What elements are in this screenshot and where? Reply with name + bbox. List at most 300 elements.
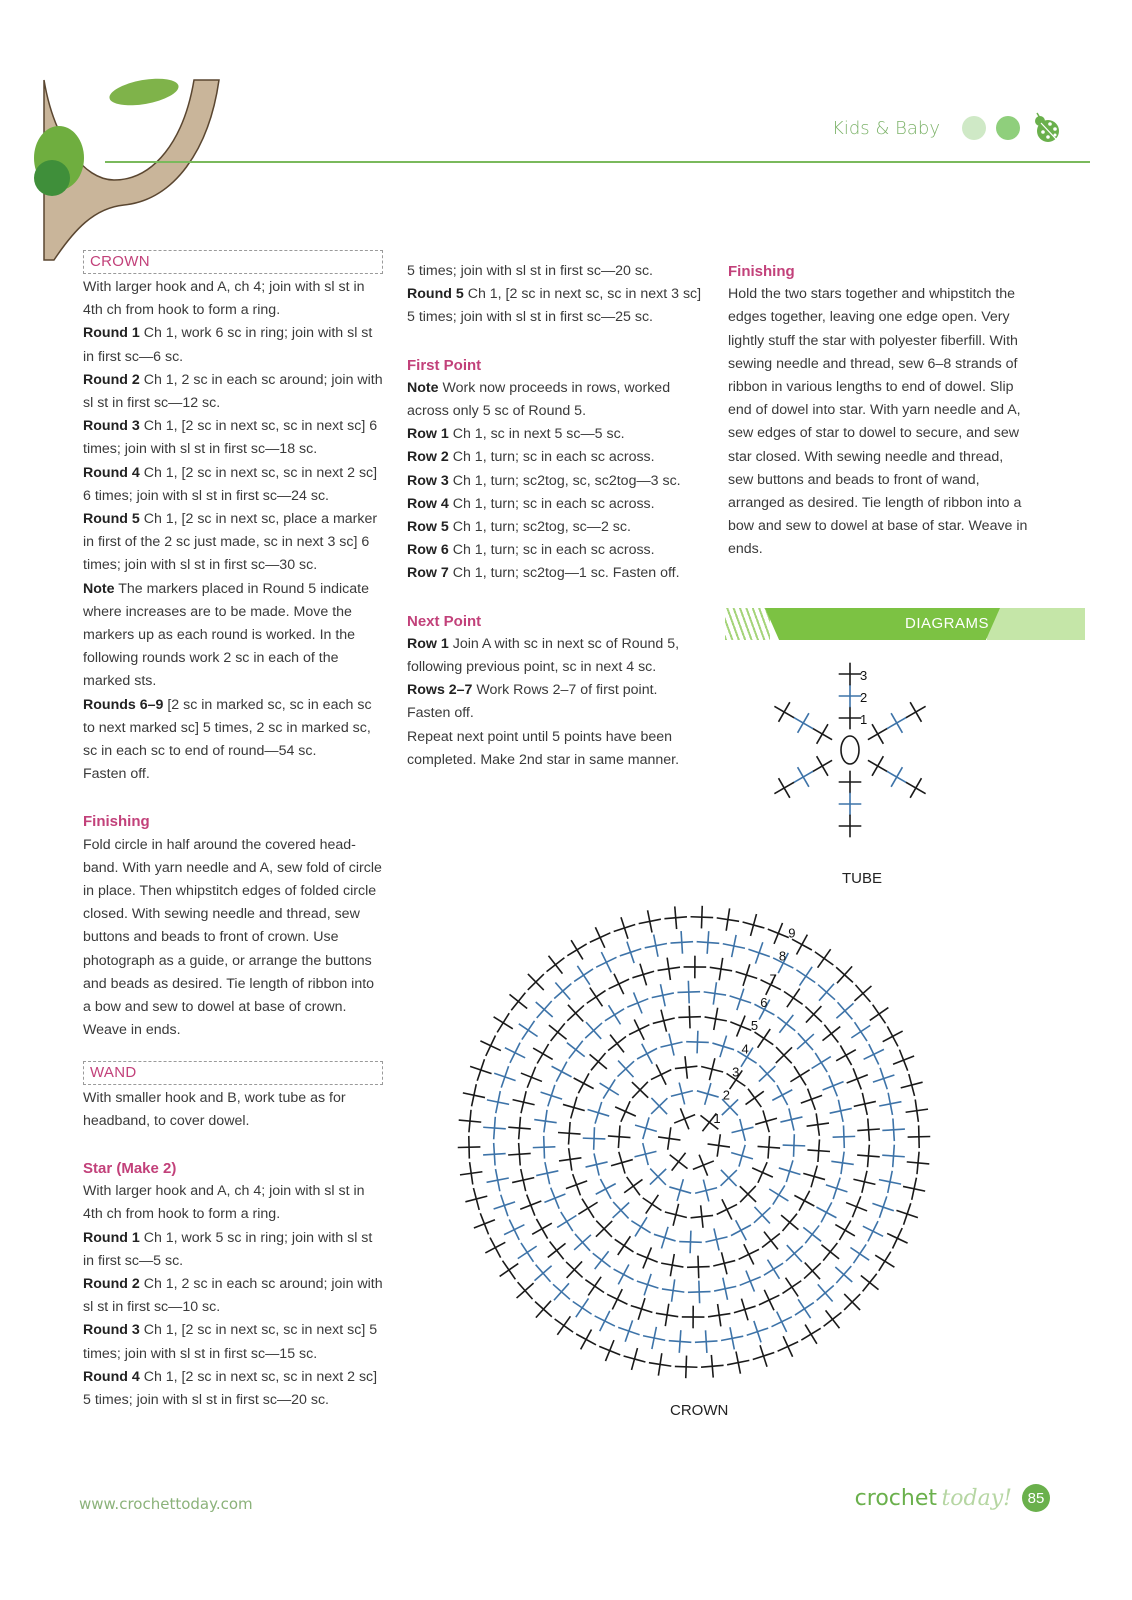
sc-stitch bbox=[607, 1289, 627, 1309]
sc-stitch bbox=[836, 966, 853, 983]
sc-stitch bbox=[494, 1013, 513, 1032]
sc-stitch bbox=[893, 1050, 914, 1071]
sc-stitch bbox=[717, 1199, 737, 1219]
crown-intro: With larger hook and A, ch 4; join with sl st in 4th ch from hook to form a ring. bbox=[83, 279, 365, 319]
sc-stitch bbox=[535, 1265, 552, 1282]
sc-stitch bbox=[906, 1099, 928, 1121]
sc-stitch bbox=[844, 1294, 860, 1310]
sc-stitch bbox=[558, 1122, 581, 1145]
sc-stitch bbox=[627, 992, 648, 1013]
sc-stitch bbox=[645, 935, 667, 957]
sc-stitch bbox=[714, 1278, 736, 1300]
sc-stitch bbox=[631, 1217, 650, 1236]
first-point-row: Row 4 Ch 1, turn; sc in each sc across. bbox=[407, 495, 655, 512]
sc-stitch bbox=[801, 1325, 820, 1344]
first-point-row: Row 5 Ch 1, turn; sc2tog, sc—2 sc. bbox=[407, 519, 631, 536]
sc-stitch bbox=[687, 1256, 710, 1279]
sc-stitch bbox=[795, 1299, 814, 1318]
sc-stitch bbox=[701, 1355, 724, 1378]
diagrams-banner-label: DIAGRAMS bbox=[905, 615, 990, 632]
sc-stitch bbox=[705, 1008, 727, 1030]
sc-stitch bbox=[782, 1278, 801, 1297]
sc-stitch bbox=[774, 702, 794, 722]
sc-stitch bbox=[596, 1221, 612, 1237]
sc-stitch bbox=[804, 1263, 821, 1280]
light-green-dot-icon bbox=[962, 116, 986, 140]
brand-main: crochet bbox=[854, 1485, 937, 1511]
sc-stitch bbox=[586, 1153, 608, 1175]
sc-stitch bbox=[835, 1266, 852, 1283]
star-round: Round 5 Ch 1, [2 sc in next sc, sc in next 3 sc] 5 times; join with sl st in first sc—25 sc. bbox=[407, 286, 702, 326]
sc-stitch bbox=[544, 1188, 565, 1209]
sc-stitch bbox=[590, 927, 611, 948]
sc-stitch bbox=[839, 707, 862, 730]
sc-stitch bbox=[839, 793, 862, 816]
sc-stitch bbox=[470, 1059, 491, 1080]
sc-stitch bbox=[567, 940, 586, 959]
crown-finishing-text: Fold circle in half around the covered head-band. With yarn needle and A, sew fold of circle in place. Then whipstitch edges of folded circle closed. With sewing needle and thread, sew buttons and beads to front of crown. Use photograph as a guide, or arrange the buttons and beads as desired. Tie length of ribbon into a bow and sew to dowel at base of crown. Weave in ends. bbox=[83, 836, 382, 1039]
sc-stitch bbox=[613, 1202, 630, 1219]
sc-stitch bbox=[704, 982, 726, 1004]
sc-stitch bbox=[554, 983, 571, 1000]
sc-stitch bbox=[620, 942, 641, 963]
sc-stitch bbox=[879, 1093, 901, 1115]
sc-stitch bbox=[509, 993, 527, 1011]
sc-stitch bbox=[803, 1225, 821, 1243]
sc-stitch bbox=[710, 958, 732, 980]
banner-tail bbox=[987, 608, 1085, 640]
sc-stitch bbox=[864, 1044, 884, 1064]
round-number: 1 bbox=[713, 1110, 721, 1126]
sc-stitch bbox=[609, 974, 629, 994]
sc-stitch bbox=[567, 1005, 584, 1022]
sc-stitch bbox=[863, 1221, 883, 1241]
sc-stitch bbox=[670, 931, 693, 954]
sc-stitch bbox=[854, 1093, 876, 1115]
sc-stitch bbox=[801, 1089, 822, 1110]
next-point-fasten: Fasten off. bbox=[407, 705, 474, 722]
tube-diagram-label: TUBE bbox=[842, 870, 883, 887]
sc-stitch bbox=[631, 1298, 653, 1320]
sc-stitch bbox=[618, 1320, 639, 1341]
sc-stitch bbox=[528, 974, 544, 990]
star-round: Round 1 Ch 1, work 5 sc in ring; join with sl st in first sc—5 sc. bbox=[83, 1229, 373, 1269]
crown-fasten: Fasten off. bbox=[83, 766, 150, 783]
sc-stitch bbox=[465, 1188, 487, 1210]
sc-stitch bbox=[605, 1005, 624, 1024]
next-point-heading: Next Point bbox=[407, 612, 482, 630]
sc-stitch bbox=[547, 956, 565, 974]
sc-stitch bbox=[624, 1348, 646, 1370]
round-number: 3 bbox=[732, 1064, 740, 1080]
sc-stitch bbox=[781, 1214, 798, 1231]
sc-stitch bbox=[675, 1356, 698, 1379]
sc-stitch bbox=[769, 1185, 788, 1204]
sc-stitch bbox=[868, 756, 888, 776]
sc-stitch bbox=[651, 1098, 667, 1114]
sc-stitch bbox=[669, 1330, 692, 1353]
crown-round: Round 5 Ch 1, [2 sc in next sc, place a marker in first of the 2 sc just made, sc in next 3 sc] 6 times; join with sl st in first sc—30 sc. bbox=[83, 511, 378, 574]
round-number: 5 bbox=[750, 1018, 759, 1034]
sc-stitch bbox=[600, 1079, 619, 1098]
sc-stitch bbox=[534, 1110, 556, 1132]
sc-stitch bbox=[772, 1312, 792, 1332]
sc-stitch bbox=[520, 1195, 541, 1216]
sc-stitch bbox=[835, 1220, 855, 1240]
sc-stitch bbox=[772, 1085, 792, 1105]
sc-stitch bbox=[552, 1062, 572, 1082]
sc-stitch bbox=[614, 1264, 634, 1284]
sc-stitch bbox=[743, 914, 765, 936]
sc-stitch bbox=[875, 1252, 894, 1271]
sc-stitch bbox=[740, 1186, 756, 1202]
sc-stitch bbox=[839, 685, 862, 708]
sc-stitch bbox=[599, 1340, 620, 1361]
crown-diagram-label: CROWN bbox=[670, 1402, 729, 1419]
star-round: Round 4 Ch 1, [2 sc in next sc, sc in next 2 sc] 5 times; join with sl st in first sc—20 sc. bbox=[83, 1368, 378, 1408]
star-round-4-cont: 5 times; join with sl st in first sc—20 sc. bbox=[407, 263, 653, 279]
sc-stitch bbox=[651, 1064, 671, 1084]
sc-stitch bbox=[815, 949, 833, 967]
sc-stitch bbox=[723, 935, 745, 957]
sc-stitch bbox=[731, 1220, 751, 1240]
sc-stitch bbox=[836, 1045, 856, 1065]
sc-stitch bbox=[618, 1061, 635, 1078]
sc-stitch bbox=[807, 1139, 830, 1162]
sc-stitch bbox=[688, 1281, 711, 1304]
header-rule bbox=[105, 161, 1090, 163]
sc-stitch bbox=[671, 1083, 693, 1105]
sc-stitch bbox=[615, 1236, 634, 1255]
sc-stitch bbox=[585, 1277, 604, 1296]
sc-stitch bbox=[614, 917, 636, 939]
sc-stitch bbox=[661, 1254, 683, 1276]
sc-stitch bbox=[812, 756, 832, 776]
sc-stitch bbox=[776, 1047, 792, 1063]
sc-stitch bbox=[494, 1195, 515, 1216]
crown-round: Round 1 Ch 1, work 6 sc in ring; join with sl st in first sc—6 sc. bbox=[83, 325, 373, 365]
sc-stitch bbox=[903, 1178, 925, 1200]
star-round: Round 2 Ch 1, 2 sc in each sc around; join with sl st in first sc—10 sc. bbox=[83, 1275, 383, 1316]
sc-stitch bbox=[548, 1242, 566, 1260]
sc-stitch bbox=[480, 1036, 500, 1056]
tube-diagram bbox=[780, 670, 960, 860]
sc-stitch bbox=[887, 767, 907, 787]
sc-stitch bbox=[824, 1310, 842, 1328]
sc-stitch bbox=[755, 1110, 777, 1132]
sc-stitch bbox=[593, 1251, 611, 1269]
sc-stitch bbox=[850, 1244, 869, 1263]
sc-stitch bbox=[533, 1044, 553, 1064]
star-heading: Star (Make 2) bbox=[83, 1159, 177, 1177]
sc-stitch bbox=[519, 1021, 538, 1040]
sc-stitch bbox=[847, 1068, 868, 1089]
round-number: 8 bbox=[778, 948, 787, 964]
green-dot-icon bbox=[996, 116, 1020, 140]
sc-stitch bbox=[695, 1180, 717, 1202]
first-point-row: Row 1 Ch 1, sc in next 5 sc—5 sc. bbox=[407, 426, 625, 443]
sc-stitch bbox=[629, 1019, 649, 1039]
wand-finishing-text: Hold the two stars together and whipstitch the edges together, leaving one edge open. Very lightly stuff the star with polyester fiberfill. With sewing needle and thread, sew 6–8 strands of ribbon in various lengths to end of dowel. Slip end of dowel into star. With yarn needle and A, sew edges of star to dowel to secure, and sew star closed. With sewing needle and thread, sew buttons and beads to front of wand, arranged as desired. Tie length of ribbon into a bow and sew to dowel at base of star. Weave in ends. bbox=[728, 286, 1028, 558]
sc-stitch bbox=[740, 1271, 761, 1292]
star-round: Round 3 Ch 1, [2 sc in next sc, sc in next sc] 5 times; join with sl st in first sc—15 sc. bbox=[83, 1322, 378, 1362]
sc-stitch bbox=[784, 989, 803, 1008]
sc-stitch bbox=[753, 1345, 775, 1367]
sc-stitch bbox=[846, 1196, 867, 1217]
sc-stitch bbox=[595, 1311, 615, 1331]
sc-stitch bbox=[730, 989, 752, 1011]
sc-stitch bbox=[549, 1023, 567, 1041]
banner-stripes bbox=[725, 608, 770, 640]
sc-stitch bbox=[764, 1260, 783, 1279]
sc-stitch bbox=[483, 1117, 506, 1140]
sc-stitch bbox=[494, 1066, 515, 1087]
sc-stitch bbox=[882, 1145, 905, 1168]
sc-stitch bbox=[677, 981, 700, 1004]
sc-stitch bbox=[682, 1306, 705, 1329]
sc-stitch bbox=[705, 1228, 727, 1250]
sc-stitch bbox=[555, 1316, 573, 1334]
sc-stitch bbox=[717, 908, 739, 930]
sc-stitch bbox=[517, 1282, 534, 1299]
sc-stitch bbox=[532, 1219, 552, 1239]
sc-stitch bbox=[734, 1299, 756, 1321]
brand-script: today! bbox=[941, 1485, 1012, 1511]
sc-stitch bbox=[674, 1108, 695, 1129]
sc-stitch bbox=[608, 1125, 631, 1148]
sc-stitch bbox=[578, 1199, 597, 1218]
sc-stitch bbox=[693, 1155, 714, 1176]
sc-stitch bbox=[536, 1162, 558, 1184]
round-number: 4 bbox=[741, 1041, 749, 1057]
round-number: 7 bbox=[769, 971, 777, 987]
sc-stitch bbox=[678, 1006, 701, 1029]
footer-brand bbox=[855, 1484, 1050, 1512]
first-point-row: Row 7 Ch 1, turn; sc2tog—1 sc. Fasten off. bbox=[407, 565, 680, 582]
crown-round: Round 3 Ch 1, [2 sc in next sc, sc in next sc] 6 times; join with sl st in first sc—18 sc. bbox=[83, 418, 378, 458]
sc-stitch bbox=[783, 1134, 806, 1157]
sc-stitch bbox=[566, 1174, 587, 1195]
wand-intro: With smaller hook and B, work tube as for headband, to cover dowel. bbox=[83, 1089, 346, 1129]
sc-stitch bbox=[608, 1035, 626, 1053]
sc-stitch bbox=[574, 1234, 591, 1251]
sc-stitch bbox=[512, 1169, 534, 1191]
sc-stitch bbox=[483, 1143, 506, 1166]
sc-stitch bbox=[533, 1136, 556, 1159]
sc-stitch bbox=[637, 1044, 657, 1064]
sc-stitch bbox=[563, 1097, 585, 1119]
round-number: 9 bbox=[788, 925, 796, 941]
footer-url[interactable]: www.crochettoday.com bbox=[79, 1495, 253, 1513]
sc-stitch bbox=[643, 1195, 662, 1214]
sc-stitch bbox=[793, 713, 813, 733]
sc-stitch bbox=[882, 1118, 905, 1141]
sc-stitch bbox=[780, 1108, 802, 1130]
sc-stitch bbox=[615, 1101, 636, 1122]
sc-stitch bbox=[908, 1125, 931, 1148]
sc-stitch bbox=[812, 1053, 831, 1072]
sc-stitch bbox=[794, 1191, 814, 1211]
sc-stitch bbox=[656, 1304, 678, 1326]
sc-stitch bbox=[573, 1298, 592, 1317]
sc-stitch bbox=[632, 1082, 648, 1098]
sc-stitch bbox=[830, 1100, 852, 1122]
first-point-row: Row 3 Ch 1, turn; sc2tog, sc, sc2tog—3 sc. bbox=[407, 472, 681, 489]
sc-stitch bbox=[857, 1145, 880, 1168]
round-number: 3 bbox=[860, 668, 868, 683]
sc-stitch bbox=[632, 964, 654, 986]
sc-stitch bbox=[670, 1153, 688, 1171]
sc-stitch bbox=[747, 1321, 768, 1342]
crown-round: Rounds 6–9 [2 sc in marked sc, sc in each sc to next marked sc] 5 times, 2 sc in marked sc, sc in each sc to end of round—54 sc. bbox=[83, 696, 372, 760]
sc-stitch bbox=[730, 1016, 751, 1037]
sc-stitch bbox=[812, 724, 832, 744]
sc-stitch bbox=[557, 1212, 576, 1231]
sc-stitch bbox=[906, 778, 926, 798]
crown-heading: CROWN bbox=[83, 250, 383, 274]
sc-stitch bbox=[857, 1119, 880, 1142]
sc-stitch bbox=[553, 1283, 570, 1300]
first-point-row: Row 2 Ch 1, turn; sc in each sc across. bbox=[407, 449, 655, 466]
tree-branch-illustration bbox=[44, 80, 244, 260]
sc-stitch bbox=[566, 1261, 583, 1278]
sc-stitch bbox=[821, 1243, 839, 1261]
sc-stitch bbox=[879, 1171, 901, 1193]
sc-stitch bbox=[887, 713, 907, 733]
sc-stitch bbox=[817, 1284, 834, 1301]
sc-stitch bbox=[635, 1143, 657, 1165]
sc-stitch bbox=[759, 1066, 776, 1083]
next-point-row: Rows 2–7 Work Rows 2–7 of first point. bbox=[407, 682, 658, 699]
sc-stitch bbox=[793, 767, 813, 787]
sc-stitch bbox=[518, 1243, 537, 1262]
column-3 bbox=[728, 260, 1028, 562]
sc-stitch bbox=[695, 1330, 718, 1353]
sc-stitch bbox=[686, 1031, 709, 1054]
wand-heading: WAND bbox=[83, 1061, 383, 1085]
sc-stitch bbox=[664, 906, 687, 929]
sc-stitch bbox=[906, 702, 926, 722]
sc-stitch bbox=[883, 1026, 903, 1046]
sc-stitch bbox=[779, 1160, 801, 1182]
sc-stitch bbox=[536, 1001, 553, 1018]
crown-round: Round 2 Ch 1, 2 sc in each sc around; join with sl st in first sc—12 sc. bbox=[83, 371, 383, 412]
sc-stitch bbox=[758, 1136, 781, 1159]
sc-stitch bbox=[596, 952, 616, 972]
sc-stitch bbox=[500, 1261, 519, 1280]
sc-stitch bbox=[797, 1033, 814, 1050]
sc-stitch bbox=[588, 1102, 610, 1124]
sc-stitch bbox=[868, 724, 888, 744]
sc-stitch bbox=[508, 1117, 531, 1140]
sc-stitch bbox=[691, 1205, 714, 1228]
round-number: 1 bbox=[860, 712, 868, 727]
sc-stitch bbox=[521, 1067, 542, 1088]
sc-stitch bbox=[701, 1058, 723, 1080]
sc-stitch bbox=[739, 1244, 759, 1264]
sc-stitch bbox=[658, 958, 680, 980]
sc-stitch bbox=[768, 923, 789, 944]
round-number: 2 bbox=[860, 690, 868, 705]
sc-stitch bbox=[790, 1066, 809, 1085]
sc-stitch bbox=[463, 1084, 485, 1106]
sc-stitch bbox=[637, 1274, 659, 1296]
sc-stitch bbox=[459, 1110, 482, 1133]
sc-stitch bbox=[736, 964, 758, 986]
sc-stitch bbox=[836, 1002, 853, 1019]
sc-stitch bbox=[754, 1207, 771, 1224]
sc-stitch bbox=[662, 1279, 684, 1301]
sc-stitch bbox=[697, 931, 720, 954]
sc-stitch bbox=[541, 1085, 563, 1107]
sc-stitch bbox=[596, 1179, 616, 1199]
sc-stitch bbox=[504, 1220, 524, 1240]
sc-stitch bbox=[513, 1091, 535, 1113]
sc-stitch bbox=[853, 1171, 875, 1193]
sc-stitch bbox=[576, 1329, 596, 1349]
sc-stitch bbox=[752, 1162, 773, 1183]
sc-stitch bbox=[637, 1247, 658, 1268]
sc-stitch bbox=[474, 1213, 495, 1234]
crown-note: Note The markers placed in Round 5 indicate where increases are to be made. Move the markers up as each round is worked. In the following rounds work 2 sc in each of the marked sts. bbox=[83, 580, 369, 690]
sc-stitch bbox=[660, 1034, 682, 1056]
sc-stitch bbox=[803, 1166, 825, 1188]
sc-stitch bbox=[727, 1352, 749, 1374]
sc-stitch bbox=[675, 1056, 698, 1079]
sc-stitch bbox=[748, 942, 769, 963]
sc-stitch bbox=[721, 1327, 743, 1349]
sc-stitch bbox=[796, 967, 815, 986]
sc-stitch bbox=[901, 1074, 923, 1096]
star-intro: With larger hook and A, ch 4; join with sl st in 4th ch from hook to form a ring. bbox=[83, 1183, 365, 1223]
first-point-heading: First Point bbox=[407, 356, 482, 374]
sc-stitch bbox=[679, 1231, 702, 1254]
sc-stitch bbox=[861, 1274, 879, 1292]
sc-stitch bbox=[669, 1179, 691, 1201]
sc-stitch bbox=[650, 1169, 666, 1185]
next-point-row: Row 1 Join A with sc in next sc of Round 5, following previous point, sc in next 4 sc. bbox=[407, 635, 680, 676]
sc-stitch bbox=[639, 910, 661, 932]
sc-stitch bbox=[508, 1143, 531, 1166]
sc-stitch bbox=[907, 1152, 930, 1175]
crown-diagram bbox=[462, 912, 942, 1392]
sc-stitch bbox=[460, 1162, 482, 1184]
sc-stitch bbox=[590, 1053, 607, 1070]
wand-finishing-heading: Finishing bbox=[728, 263, 795, 280]
sc-stitch bbox=[635, 1117, 657, 1139]
sc-stitch bbox=[485, 1238, 505, 1258]
sc-stitch bbox=[574, 1073, 594, 1093]
sc-stitch bbox=[574, 966, 593, 985]
sc-stitch bbox=[823, 1075, 844, 1096]
sc-stitch bbox=[505, 1043, 525, 1063]
sc-stitch bbox=[786, 1245, 803, 1262]
sc-stitch bbox=[649, 1353, 671, 1375]
sc-stitch bbox=[713, 1252, 735, 1274]
sc-stitch bbox=[587, 988, 606, 1007]
sc-stitch bbox=[762, 1232, 780, 1250]
sc-stitch bbox=[805, 1006, 822, 1023]
sc-stitch bbox=[731, 1145, 753, 1167]
sc-stitch bbox=[654, 1227, 676, 1249]
sc-stitch bbox=[839, 815, 862, 838]
starting-ring bbox=[841, 736, 859, 764]
sc-stitch bbox=[665, 1204, 687, 1226]
first-point-row: Row 6 Ch 1, turn; sc in each sc across. bbox=[407, 542, 655, 559]
sc-stitch bbox=[872, 1196, 893, 1217]
sc-stitch bbox=[567, 1041, 585, 1059]
sc-stitch bbox=[643, 1327, 665, 1349]
